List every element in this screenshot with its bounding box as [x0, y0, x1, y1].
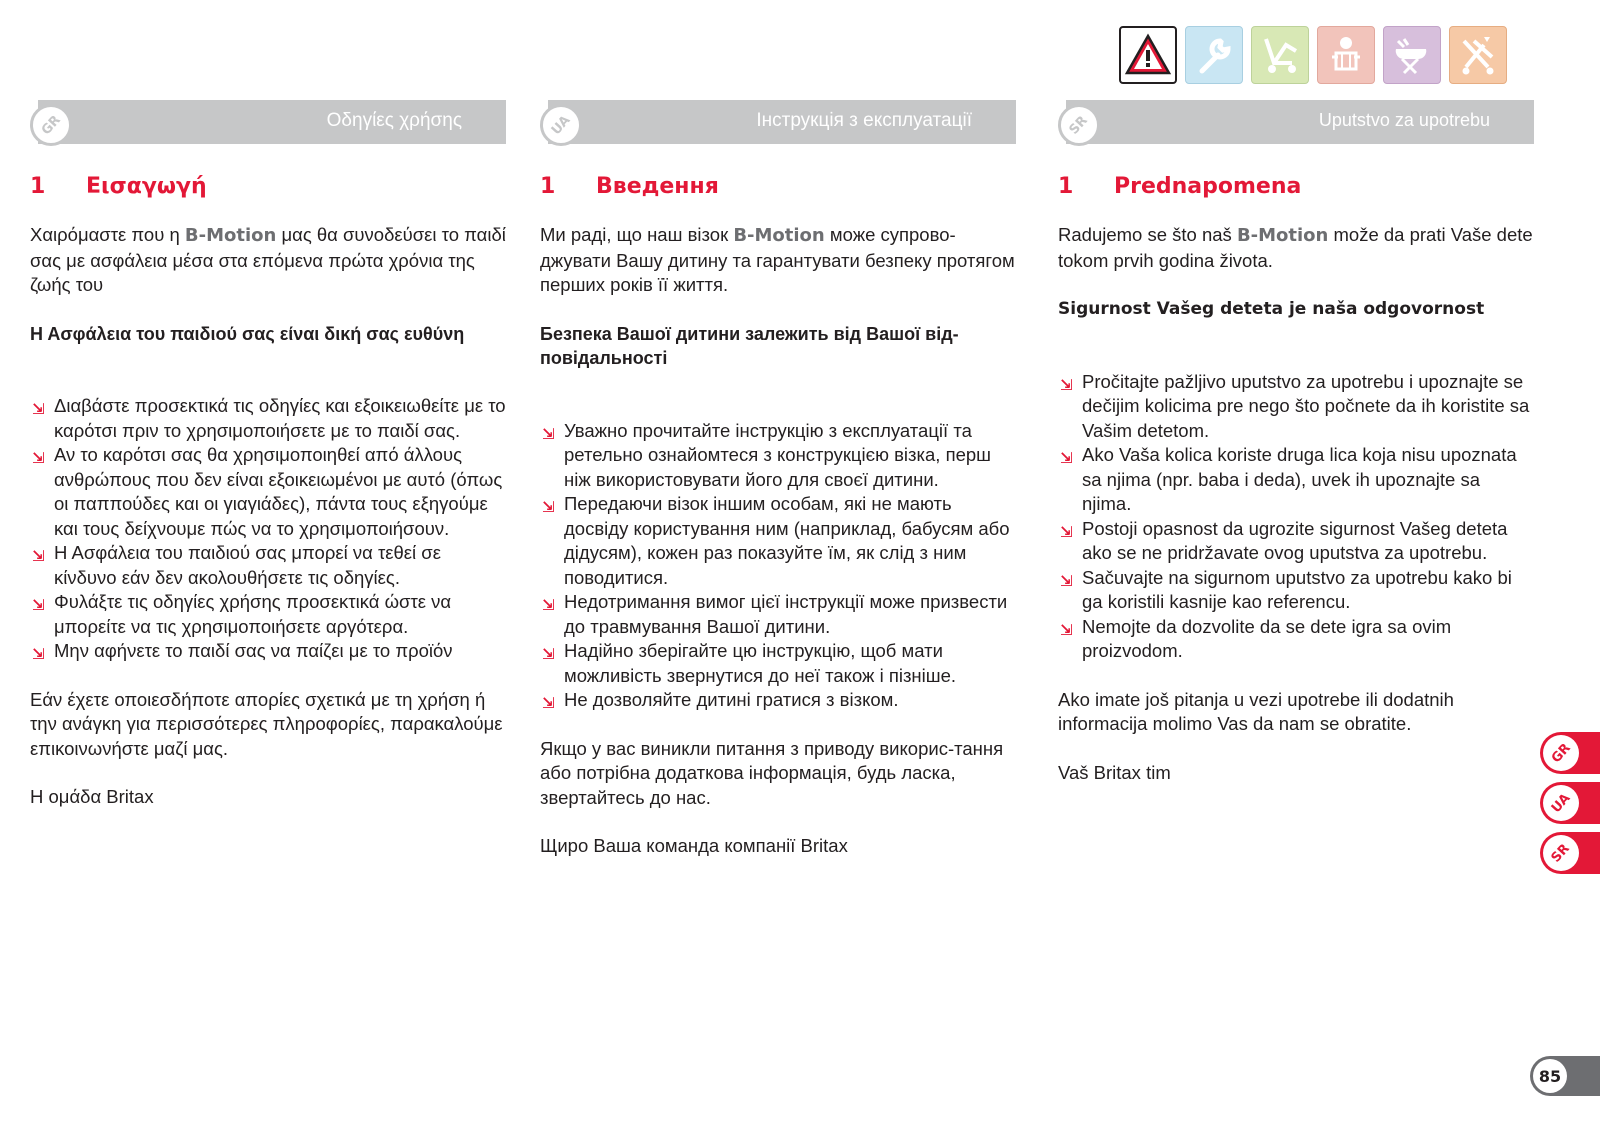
- header-title: Uputstvo za upotrebu: [1318, 110, 1490, 130]
- column-header: [1066, 100, 1534, 144]
- product-name: B-Motion: [184, 225, 277, 246]
- closing-paragraph: Ako imate još pitanja u vezi upotrebe ili dodatnih informacija molimo Vas da nam se obratite.: [1058, 688, 1454, 734]
- arrow-bullet-icon: ⇲: [542, 645, 555, 663]
- language-tab-sr[interactable]: SR: [1540, 832, 1600, 874]
- column-header: [548, 100, 1016, 144]
- arrow-bullet-icon: ⇲: [32, 547, 45, 565]
- language-badge: UA: [540, 104, 582, 146]
- arrow-bullet-icon: ⇲: [1060, 375, 1073, 394]
- page-number: 85: [1533, 1059, 1567, 1093]
- language-badge: GR: [30, 104, 72, 146]
- arrow-bullet-icon: ⇲: [32, 645, 45, 663]
- signature: Η ομάδα Britax: [30, 786, 154, 807]
- section-title: Prednapomena: [1114, 174, 1302, 199]
- section-heading: [30, 174, 506, 199]
- list-item: ⇲ Postoji opasnost da ugrozite sigurnost Vašeg deteta ako se ne pridržavate ovog uputstva za upotrebu.: [1060, 517, 1508, 563]
- list-item: ⇲ Pročitajte pažljivo uputstvo za upotrebu i upoznajte se dečijim kolicima pre nego što počnete da ih koristite sa Vašim detetom.: [1060, 370, 1530, 441]
- instruction-list: [30, 394, 506, 664]
- list-item: ⇲ Недотримання вимог цієї інструкції може призвести до травмування Вашої дитини.: [542, 591, 1008, 637]
- list-item: ⇲ Αν το καρότσι σας θα χρησιμοποιηθεί από άλλους ανθρώπους που δεν είναι εξοικειωμένοι με αυτό (όπως οι παππούδες και οι γιαγιάδες), πάντα τους εξηγούμε και τους δείχνουμε πώς να το χρησιμοποιήσουν.: [32, 444, 503, 539]
- list-item: ⇲ Уважно прочитайте інструкцію з експлуатації та ретельно ознайомтеся з конструкцією візка, перш ніж використовувати його для своєї дитини.: [542, 419, 992, 490]
- intro-paragraph: Χαιρόμαστε που η B-Motion μας θα συνοδεύσει το παιδί σας με ασφάλεια μέσα στα επόμενα πρώτα χρόνια της ζωής του: [30, 224, 506, 295]
- arrow-bullet-icon: ⇲: [542, 424, 555, 443]
- section-title: Εισαγωγή: [86, 174, 207, 199]
- section-number: 1: [1058, 174, 1074, 199]
- instruction-list: [1058, 370, 1534, 664]
- warning-icon: [1119, 26, 1177, 84]
- product-name: B-Motion: [1236, 225, 1329, 246]
- list-item: ⇲ Η Ασφάλεια του παιδιού σας μπορεί να τεθεί σε κίνδυνο εάν δεν ακολουθήσετε τις οδηγίες.: [32, 542, 441, 588]
- column-serbian: [1058, 100, 1534, 785]
- language-badge: SR: [1058, 104, 1100, 146]
- page-number-tab: [1530, 1056, 1600, 1096]
- language-tabs: [1540, 732, 1600, 882]
- closing-paragraph: Якщо у вас виникли питання з приводу викорис-тання або потрібна додаткова інформація, будь ласка, звертайтесь до нас.: [540, 737, 1004, 808]
- arrow-bullet-icon: ⇲: [1060, 571, 1073, 590]
- folding-stroller-icon: [1449, 26, 1507, 84]
- list-item: ⇲ Nemojte da dozvolite da se dete igra sa ovim proizvodom.: [1060, 615, 1452, 661]
- signature: Vaš Britax tim: [1058, 761, 1171, 783]
- icon-strip: [1119, 26, 1507, 84]
- instruction-list: [540, 419, 1016, 713]
- intro-paragraph: Ми раді, що наш візок B-Motion може супрово-джувати Вашу дитину та гарантувати безпеку протягом перших років її життя.: [540, 224, 1015, 295]
- arrow-bullet-icon: ⇲: [542, 596, 555, 614]
- arrow-bullet-icon: ⇲: [1060, 449, 1073, 467]
- stroller-icon: [1251, 26, 1309, 84]
- arrow-bullet-icon: ⇲: [1060, 620, 1073, 639]
- list-item: ⇲ Надійно зберігайте цю інструкцію, щоб мати можливість звернутися до неї також і пізніше.: [542, 640, 957, 686]
- section-heading: [540, 174, 1016, 199]
- list-item: ⇲ Διαβάστε προσεκτικά τις οδηγίες και εξοικειωθείτε με το καρότσι πριν το χρησιμοποιήσετε με το παιδί σας.: [32, 395, 506, 441]
- arrow-bullet-icon: ⇲: [1060, 522, 1073, 541]
- safety-subheading: Η Ασφάλεια του παιδιού σας είναι δική σας ευθύνη: [30, 323, 465, 344]
- arrow-bullet-icon: ⇲: [32, 400, 45, 418]
- section-number: 1: [30, 174, 46, 199]
- column-header: [38, 100, 506, 144]
- arrow-bullet-icon: ⇲: [542, 694, 555, 712]
- product-name: B-Motion: [733, 225, 825, 246]
- list-item: ⇲ Не дозволяйте дитині гратися з візком.: [540, 688, 1016, 713]
- arrow-bullet-icon: ⇲: [542, 498, 555, 516]
- list-item: ⇲ Передаючи візок іншим особам, які не мають досвіду користування ним (наприклад, бабусям або дідусям), кожен раз показуйте їм, як слід з ним поводитися.: [542, 493, 1010, 588]
- section-number: 1: [540, 174, 556, 199]
- list-item: ⇲ Sačuvajte na sigurnom uputstvo za upotrebu kako bi ga koristili kasnije kao referencu.: [1060, 566, 1512, 612]
- safety-subheading: Sigurnost Vašeg deteta je naša odgovornost: [1058, 299, 1485, 319]
- intro-paragraph: Radujemo se što naš B-Motion može da prati Vaše dete tokom prvih godina života.: [1058, 224, 1533, 271]
- closing-paragraph: Εάν έχετε οποιεσδήποτε απορίες σχετικά με τη χρήση ή την ανάγκη για περισσότερες πληροφορίες, παρακαλούμε επικοινωνήστε μαζί μας.: [30, 688, 503, 759]
- section-heading: [1058, 174, 1534, 199]
- safety-subheading: Безпека Вашої дитини залежить від Вашої від-повідальності: [540, 323, 959, 368]
- column-ukrainian: [540, 100, 1016, 859]
- carrycot-icon: [1383, 26, 1441, 84]
- language-tab-ua[interactable]: UA: [1540, 782, 1600, 824]
- language-tab-gr[interactable]: GR: [1540, 732, 1600, 774]
- arrow-bullet-icon: ⇲: [32, 449, 45, 467]
- list-item: ⇲ Φυλάξτε τις οδηγίες χρήσης προσεκτικά ώστε να μπορείτε να τις χρησιμοποιήσετε αργότερα.: [32, 591, 452, 637]
- list-item: ⇲ Μην αφήνετε το παιδί σας να παίζει με το προϊόν: [30, 639, 506, 664]
- header-title: Інструкція з експлуатації: [756, 110, 972, 131]
- child-seat-icon: [1317, 26, 1375, 84]
- header-title: Οδηγίες χρήσης: [326, 110, 462, 131]
- section-title: Введення: [596, 174, 719, 199]
- arrow-bullet-icon: ⇲: [32, 596, 45, 614]
- column-greek: [30, 100, 506, 810]
- list-item: ⇲ Ako Vaša kolica koriste druga lica koja nisu upoznata sa njima (npr. baba i deda), uvek ih upoznajte sa njima.: [1060, 444, 1517, 514]
- signature: Щиро Ваша команда компанії Britax: [540, 835, 848, 856]
- wrench-icon: [1185, 26, 1243, 84]
